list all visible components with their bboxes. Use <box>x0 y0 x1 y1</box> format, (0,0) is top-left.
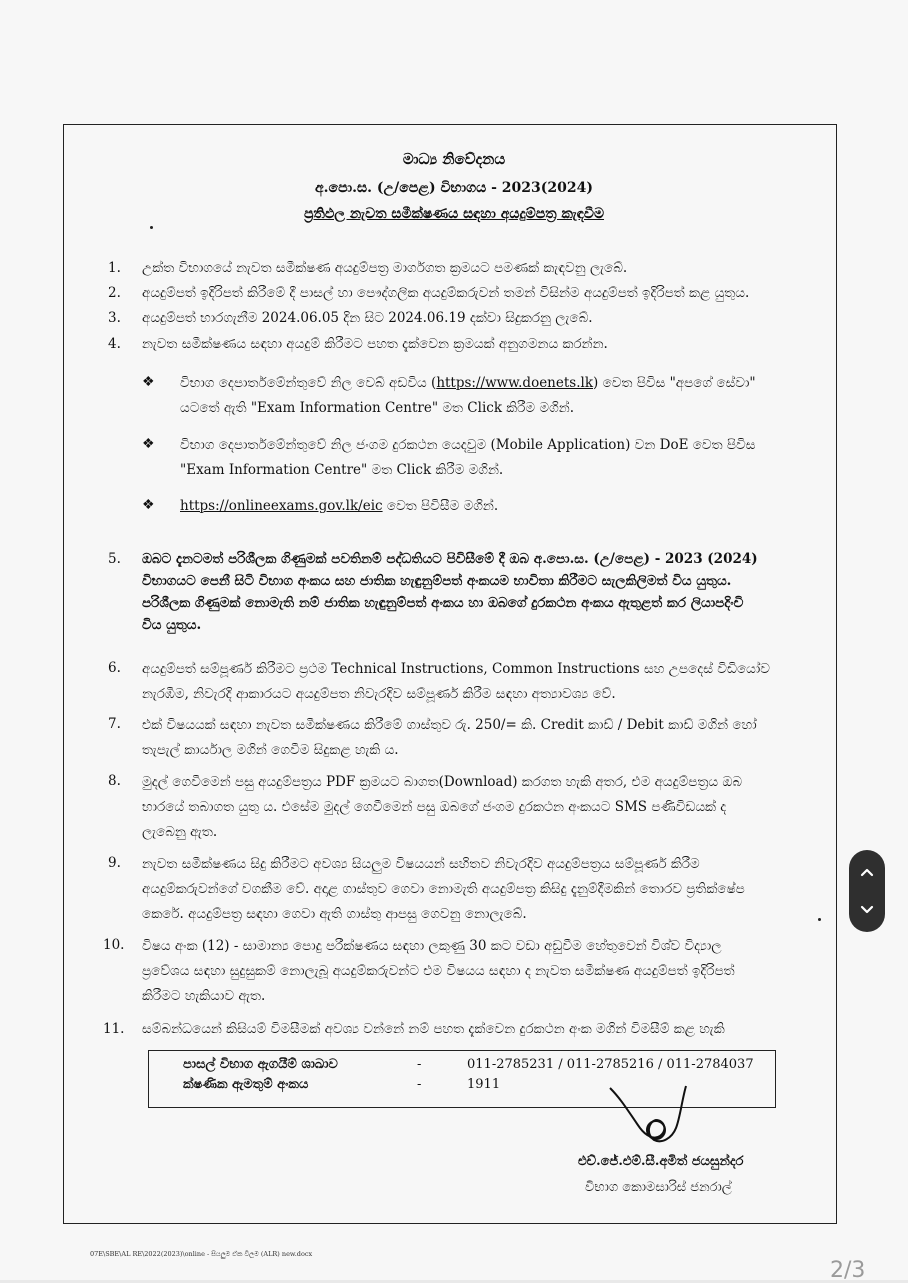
scroll-up-button[interactable] <box>849 854 885 890</box>
chevron-down-icon <box>860 905 874 915</box>
bullet-online-exams: https://onlineexams.gov.lk/eic වෙත පිවිසීම මගින්. <box>180 498 499 514</box>
file-path-footer: 07E\SBE\AL RE\2022(2023)\online - සියලුම ඒක විලම (ALR) new.docx <box>90 1250 313 1258</box>
contact-row: පාසල් විභාග ඇගයීම් ශාඛාව - 011-2785231 / 011-2785216 / 011-2784037 <box>183 1057 754 1072</box>
notice-title: මාධ්‍ය නිවේදනය <box>402 150 506 168</box>
scroll-down-button[interactable] <box>849 892 885 928</box>
exam-title: අ.පො.ස. (උ/පෙළ) විභාගය - 2023(2024) <box>315 180 593 196</box>
handwritten-signature <box>600 1080 700 1150</box>
diamond-bullet-icon: ❖ <box>142 374 155 390</box>
doenets-link[interactable]: https://www.doenets.lk <box>436 375 594 391</box>
chevron-up-icon <box>860 867 874 877</box>
bullet-mobile-app: විභාග දෙපාර්තමේන්තුවේ නිල ජංගම දුරකථන යෙදවුම (Mobile Application) වන DoE වෙත පිවිස "Exam Information Centre" මත Click කිරීම මගින්. <box>180 437 756 478</box>
diamond-bullet-icon: ❖ <box>142 436 155 452</box>
page-indicator: 2/3 <box>830 1258 866 1283</box>
scan-speck <box>818 918 821 921</box>
document-page: මාධ්‍ය නිවේදනය අ.පො.ස. (උ/පෙළ) විභාගය - 2023(2024) ප්‍රතිඵල නැවත සමීක්ෂණය සඳහා අයදුම්පත්‍ර කැඳවීම 1. උක්ත විභාගයේ නැවත සමීක්ෂණ අයදුම්පත්‍ර මාර්ගගත ක්‍රමයට පමණක් කැඳවනු ලැබේ. 2. අයදුම්පත් ඉදිරිපත් කිරීමේ දී පාසල් හා පෞද්ගලික අයදුම්කරුවන් තමන් විසින්ම අයදුම්පත් ඉදිරිපත් කළ යුතුය. 3. අයදුම්පත් භාරගැනීම 2024.06.05 දින සිට 2024.06.19 දක්වා සිදුකරනු ලැබේ. 4. නැවත සමීක්ෂණය සඳහා අයදුම් කිරීමට පහත දැක්වෙන ක්‍රමයක් අනුගමනය කරන්න. ❖ විභාග දෙපාර්තමේන්තුවේ නිල වෙබ් අඩවිය (https://www.doenets.lk) වෙත පිවිස "අපගේ සේවා" යටතේ ඇති "Exam Information Centre" මත Click කිරීම මගින්. ❖ විභාග දෙපාර්තමේන්තුවේ නිල ජංගම දුරකථන යෙදවුම (Mobile Application) වන DoE වෙත පිවිස "Exam Information Centre" මත Click කිරීම මගින්. ❖ https://onlineexams.gov.lk/eic වෙත පිවිසීම මගින්. 5. ඔබට දැනටමත් පරිශීලක ගිණුමක් පවතිනම් පද්ධතියට පිවිසීමේ දී ඔබ අ.පො.ස. (උ/පෙළ) - 2023 (2024) විභාගයට පෙනී සිටි විභාග අංකය සහ ජාතික හැඳුනුම්පත් අංකයම භාවිතා කිරීමට සැලකිලිමත් විය යුතුය. පරිශීලක ගිණුමක් නොමැති නම් ජාතික හැඳුනුම්පත් අංකය හා ඔබගේ දුරකථන අංකය ඇතුළත් කර ලියාපදිංචි විය යුතුය. 6. අයදුම්පත් සම්පූර්ණ කිරීමට ප්‍රථම Technical Instructions, Common Instructions සහ උපදෙස් විඩියෝව නැරඹීම, නිවැරදි ආකාරයට අයදුම්පත නිවැරදිව සම්පූර්ණ කිරීම සඳහා අත්‍යාවශ්‍ය වේ. 7. එක් විෂයයක් සඳහා නැවත සමීක්ෂණය කිරීමේ ගාස්තුව රු. 250/= කි. Credit කාඩ් / Debit කාඩ් මගින් හෝ තැපැල් කාර්යාල මගින් ගෙවීම සිදුකළ හැකි ය. 8. මුදල් ගෙවීමෙන් පසු අයදුම්පත්‍රය PDF ක්‍රමයට බාගත(Download) කරගත හැකි අතර, එම අයදුම්පත්‍රය ඔබ භාරයේ තබාගත යුතු ය. එසේම මුදල් ගෙවීමෙන් පසු ඔබගේ ජංගම දුරකථන අංකයට SMS පණිවිඩයක් ද ලැබෙනු ඇත. 9. නැවත සමීක්ෂණය සිදු කිරීමට අවශ්‍ය සියලුම විෂයයන් සහිතව නිවැරදිව අයදුම්පත්‍රය සම්පූර්ණ කිරීම අයදුම්කරුවන්ගේ වගකීම වේ. අදාළ ගාස්තුව ගෙවා නොමැති අයදුම්පත්‍ර කිසිදු දැනුම්දීමකින් තොරව ප්‍රතික්ෂේප කෙරේ. අයදුම්පත්‍ර සඳහා ගෙවා ඇති ගාස්තු ආපසු ගෙවනු නොලැබේ. 10. විෂය අංක (12) - සාමාන්‍ය පොදු පරීක්ෂණය සඳහා ලකුණු 30 කට වඩා අඩුවීම හේතුවෙන් විශ්ව විද්‍යාල ප්‍රවේශය සඳහා සුදුසුකම් නොලැබූ අයදුම්කරුවන්ට එම විෂයය සඳහා ද නැවත සමීක්ෂණ අයදුම්පත් ඉදිරිපත් කිරීමට හැකියාව ඇත. 11. සම්බන්ධයෙන් කිසියම් විමසීමක් අවශ්‍ය වන්නේ නම් පහත දැක්වෙන දුරකථන අංක මගින් විමසීම් කළ හැකි පාසල් විභාග ඇගයීම් ශාඛාව - 011-2785231 / 011-2785216 / 011-2784037 ක්ෂණික ඇමතුම් අංකය - 1911 එච්.ජේ.එම්.සී.අමිත් ජයසුන්දර විභාග කොමසාරිස් ජනරාල් 07E\SBE\AL RE\2022(2023)\online - සියලුම ඒක විලම (ALR) new.docx 2/3 <box>0 0 908 1280</box>
scroll-control <box>849 850 885 932</box>
diamond-bullet-icon: ❖ <box>142 497 155 513</box>
notice-subject: ප්‍රතිඵල නැවත සමීක්ෂණය සඳහා අයදුම්පත්‍ර කැඳවීම <box>303 206 605 222</box>
online-exams-link[interactable]: https://onlineexams.gov.lk/eic <box>180 498 383 514</box>
signer-name: එච්.ජේ.එම්.සී.අමිත් ජයසුන්දර <box>578 1154 744 1169</box>
signer-title: විභාග කොමසාරිස් ජනරාල් <box>585 1180 732 1195</box>
contact-row: ක්ෂණික ඇමතුම් අංකය - 1911 <box>183 1077 501 1092</box>
bullet-website: විභාග දෙපාර්තමේන්තුවේ නිල වෙබ් අඩවිය (https://www.doenets.lk) වෙත පිවිස "අපගේ සේවා" යටතේ ඇති "Exam Information Centre" මත Click කිරීම මගින්. <box>180 375 756 416</box>
scan-speck <box>150 226 153 229</box>
